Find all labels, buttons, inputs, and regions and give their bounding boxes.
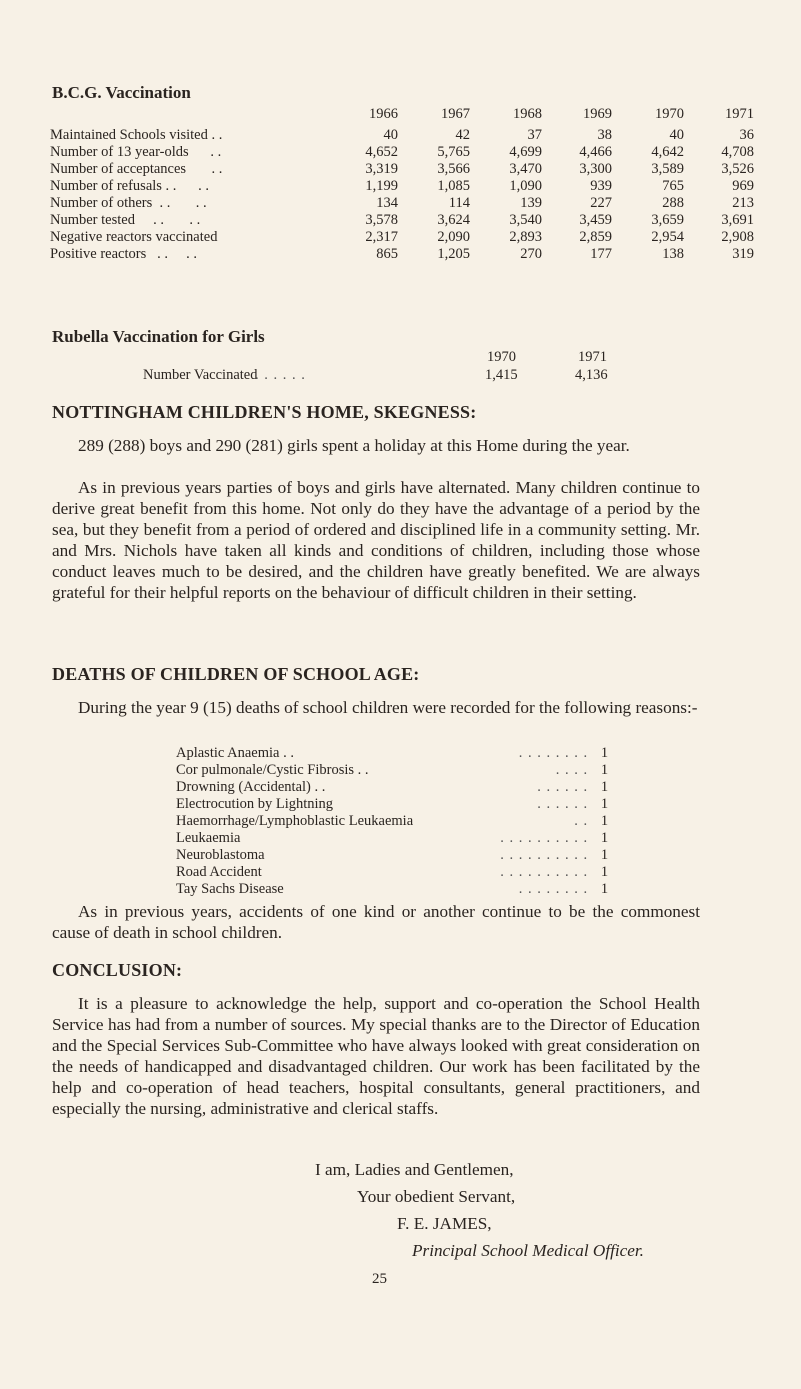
paragraph-text: As in previous years parties of boys and girls have alternated. Many children continue to derive great benefit from this home. Not only do they have the advantage of a period by the sea, but they benefit from a period of ordered and disciplined life in a community setting. Mr. and Mrs. Nichols have taken all kinds and conditions of children, including those whose conduct leaves much to be desired, and the children have greatly benefited. We are always grateful for their helpful reports on the behaviour of difficult children in their setting. bbox=[52, 478, 700, 602]
death-cause-label: Electrocution by Lightning bbox=[176, 796, 334, 812]
death-cause-row bbox=[176, 864, 608, 881]
bcg-cell-value: 227 bbox=[590, 195, 612, 211]
bcg-cell-value: 765 bbox=[662, 178, 684, 194]
signatory-name: F. E. JAMES, bbox=[397, 1214, 492, 1233]
bcg-cell-value: 1,085 bbox=[437, 178, 470, 194]
bcg-table-row bbox=[50, 195, 754, 212]
bcg-cell-value: 3,319 bbox=[365, 161, 398, 177]
bcg-cell-value: 865 bbox=[376, 246, 398, 262]
signatory-title: Principal School Medical Officer. bbox=[412, 1241, 644, 1260]
paragraph-text: As in previous years, accidents of one kind or another continue to be the commonest cause of death in school children. bbox=[52, 902, 700, 942]
death-count: 1 bbox=[600, 881, 609, 897]
rubella-value: 1,415 bbox=[485, 367, 518, 383]
bcg-table-row bbox=[50, 229, 754, 246]
leader-dots: . . . . . . . . . . bbox=[500, 864, 589, 880]
bcg-table-row bbox=[50, 212, 754, 229]
bcg-cell-value: 288 bbox=[662, 195, 684, 211]
skegness-paragraph-1 bbox=[52, 435, 700, 456]
death-cause-label: Road Accident bbox=[176, 864, 262, 880]
bcg-cell-value: 1,205 bbox=[437, 246, 470, 262]
bcg-cell-value: 4,652 bbox=[365, 144, 398, 160]
paragraph-text: It is a pleasure to acknowledge the help, support and co-operation the School Health Service has had from a number of sources. My special thanks are to the Director of Education and the Special Services Sub-Committee who have always looked with great consideration on the needs of handicapped and disadvantaged children. Our work has been facilitated by the help and co-operation of head teachers, hospital consultants, general practitioners, and especially the nursing, administrative and clerical staffs. bbox=[52, 994, 700, 1118]
bcg-cell-value: 2,954 bbox=[651, 229, 684, 245]
bcg-title: B.C.G. Vaccination bbox=[52, 83, 191, 102]
conclusion-heading: CONCLUSION: bbox=[52, 960, 183, 980]
bcg-cell-value: 1,090 bbox=[509, 178, 542, 194]
bcg-cell-value: 4,642 bbox=[651, 144, 684, 160]
page-number: 25 bbox=[372, 1271, 387, 1287]
skegness-paragraph-2 bbox=[52, 477, 700, 603]
bcg-row-label: Number of acceptances . . bbox=[50, 161, 223, 177]
bcg-row-label: Number of refusals . . . . bbox=[50, 178, 210, 194]
bcg-year-header: 1966 bbox=[369, 106, 398, 122]
bcg-cell-value: 3,578 bbox=[365, 212, 398, 228]
death-count: 1 bbox=[600, 847, 609, 863]
bcg-cell-value: 3,526 bbox=[721, 161, 754, 177]
bcg-year-header: 1968 bbox=[513, 106, 542, 122]
death-count: 1 bbox=[600, 864, 609, 880]
death-cause-label: Tay Sachs Disease bbox=[176, 881, 284, 897]
skegness-heading: NOTTINGHAM CHILDREN'S HOME, SKEGNESS: bbox=[52, 402, 477, 422]
bcg-table-row bbox=[50, 178, 754, 195]
death-cause-row bbox=[176, 881, 608, 898]
bcg-year-header: 1967 bbox=[441, 106, 470, 122]
bcg-cell-value: 1,199 bbox=[365, 178, 398, 194]
leader-dots: . . . . bbox=[555, 762, 589, 778]
bcg-cell-value: 3,300 bbox=[579, 161, 612, 177]
deaths-table bbox=[176, 745, 608, 898]
death-cause-label: Neuroblastoma bbox=[176, 847, 265, 863]
bcg-table-row bbox=[50, 127, 754, 144]
rubella-value: 4,136 bbox=[575, 367, 608, 383]
leader-dots: . . . . . . . . bbox=[518, 745, 589, 761]
leader-dots: . . . . . . . . bbox=[518, 881, 589, 897]
paragraph-text: During the year 9 (15) deaths of school children were recorded for the following reasons:- bbox=[78, 698, 698, 717]
bcg-cell-value: 4,466 bbox=[579, 144, 612, 160]
bcg-cell-value: 40 bbox=[669, 127, 684, 143]
deaths-intro bbox=[52, 697, 700, 718]
deaths-closing bbox=[52, 901, 700, 943]
paragraph-text: 289 (288) boys and 290 (281) girls spent a holiday at this Home during the year. bbox=[78, 436, 630, 455]
bcg-cell-value: 3,691 bbox=[721, 212, 754, 228]
rubella-row-label: Number Vaccinated bbox=[143, 367, 258, 383]
bcg-table-row bbox=[50, 246, 754, 263]
death-cause-row bbox=[176, 847, 608, 864]
leader-dots: . . bbox=[574, 813, 589, 829]
leader-dots: . . . . . . . . . . bbox=[500, 830, 589, 846]
bcg-cell-value: 4,699 bbox=[509, 144, 542, 160]
leader-dots: . . . . . . bbox=[537, 796, 589, 812]
bcg-cell-value: 40 bbox=[383, 127, 398, 143]
death-cause-row bbox=[176, 762, 608, 779]
bcg-cell-value: 5,765 bbox=[437, 144, 470, 160]
bcg-cell-value: 177 bbox=[590, 246, 612, 262]
bcg-cell-value: 4,708 bbox=[721, 144, 754, 160]
death-count: 1 bbox=[600, 813, 609, 829]
bcg-row-label: Positive reactors . . . . bbox=[50, 246, 197, 262]
bcg-cell-value: 114 bbox=[448, 195, 470, 211]
bcg-cell-value: 36 bbox=[739, 127, 754, 143]
death-count: 1 bbox=[600, 745, 609, 761]
rubella-year-header: 1971 bbox=[578, 349, 607, 365]
bcg-cell-value: 2,317 bbox=[365, 229, 398, 245]
bcg-cell-value: 139 bbox=[520, 195, 542, 211]
leader-dots: . . . . . . bbox=[255, 367, 306, 383]
bcg-cell-value: 42 bbox=[455, 127, 470, 143]
signoff-line-1: I am, Ladies and Gentlemen, bbox=[315, 1160, 514, 1179]
bcg-row-label: Number tested . . . . bbox=[50, 212, 201, 228]
leader-dots: . . . . . . . . . . bbox=[500, 847, 589, 863]
bcg-cell-value: 3,659 bbox=[651, 212, 684, 228]
death-cause-label: Leukaemia bbox=[176, 830, 241, 846]
bcg-cell-value: 969 bbox=[732, 178, 754, 194]
bcg-row-label: Number of others . . . . bbox=[50, 195, 207, 211]
death-cause-row bbox=[176, 813, 608, 830]
bcg-cell-value: 3,459 bbox=[579, 212, 612, 228]
death-cause-label: Aplastic Anaemia . . bbox=[176, 745, 294, 761]
bcg-cell-value: 138 bbox=[662, 246, 684, 262]
bcg-row-label: Maintained Schools visited . . bbox=[50, 127, 223, 143]
bcg-table-row bbox=[50, 144, 754, 161]
bcg-cell-value: 939 bbox=[590, 178, 612, 194]
bcg-cell-value: 213 bbox=[732, 195, 754, 211]
bcg-header-label bbox=[50, 106, 275, 127]
signoff-line-2: Your obedient Servant, bbox=[357, 1187, 516, 1206]
bcg-table-row bbox=[50, 161, 754, 178]
bcg-row-label: Negative reactors vaccinated bbox=[50, 229, 218, 245]
bcg-year-header: 1971 bbox=[725, 106, 754, 122]
bcg-cell-value: 3,470 bbox=[509, 161, 542, 177]
deaths-heading: DEATHS OF CHILDREN OF SCHOOL AGE: bbox=[52, 664, 420, 684]
bcg-row-label: Number of 13 year-olds . . bbox=[50, 144, 222, 160]
death-cause-row bbox=[176, 830, 608, 847]
bcg-cell-value: 2,908 bbox=[721, 229, 754, 245]
bcg-cell-value: 3,589 bbox=[651, 161, 684, 177]
bcg-cell-value: 2,859 bbox=[579, 229, 612, 245]
death-cause-label: Haemorrhage/Lymphoblastic Leukaemia bbox=[176, 813, 414, 829]
bcg-cell-value: 2,893 bbox=[509, 229, 542, 245]
bcg-cell-value: 3,566 bbox=[437, 161, 470, 177]
bcg-cell-value: 319 bbox=[732, 246, 754, 262]
death-cause-label: Cor pulmonale/Cystic Fibrosis . . bbox=[176, 762, 369, 778]
rubella-year-header: 1970 bbox=[487, 349, 516, 365]
bcg-cell-value: 38 bbox=[597, 127, 612, 143]
leader-dots: . . . . . . bbox=[537, 779, 589, 795]
death-cause-row bbox=[176, 796, 608, 813]
bcg-cell-value: 3,624 bbox=[437, 212, 470, 228]
bcg-header-row bbox=[50, 106, 754, 127]
bcg-year-header: 1970 bbox=[655, 106, 684, 122]
bcg-cell-value: 2,090 bbox=[437, 229, 470, 245]
bcg-cell-value: 37 bbox=[527, 127, 542, 143]
death-count: 1 bbox=[600, 796, 609, 812]
death-count: 1 bbox=[600, 779, 609, 795]
bcg-cell-value: 270 bbox=[520, 246, 542, 262]
rubella-title: Rubella Vaccination for Girls bbox=[52, 327, 265, 346]
death-cause-row bbox=[176, 779, 608, 796]
conclusion-paragraph bbox=[52, 993, 700, 1119]
bcg-year-header: 1969 bbox=[583, 106, 612, 122]
bcg-cell-value: 3,540 bbox=[509, 212, 542, 228]
bcg-table bbox=[50, 106, 754, 263]
death-cause-row bbox=[176, 745, 608, 762]
death-cause-label: Drowning (Accidental) . . bbox=[176, 779, 326, 795]
death-count: 1 bbox=[600, 830, 609, 846]
death-count: 1 bbox=[600, 762, 609, 778]
bcg-cell-value: 134 bbox=[376, 195, 398, 211]
